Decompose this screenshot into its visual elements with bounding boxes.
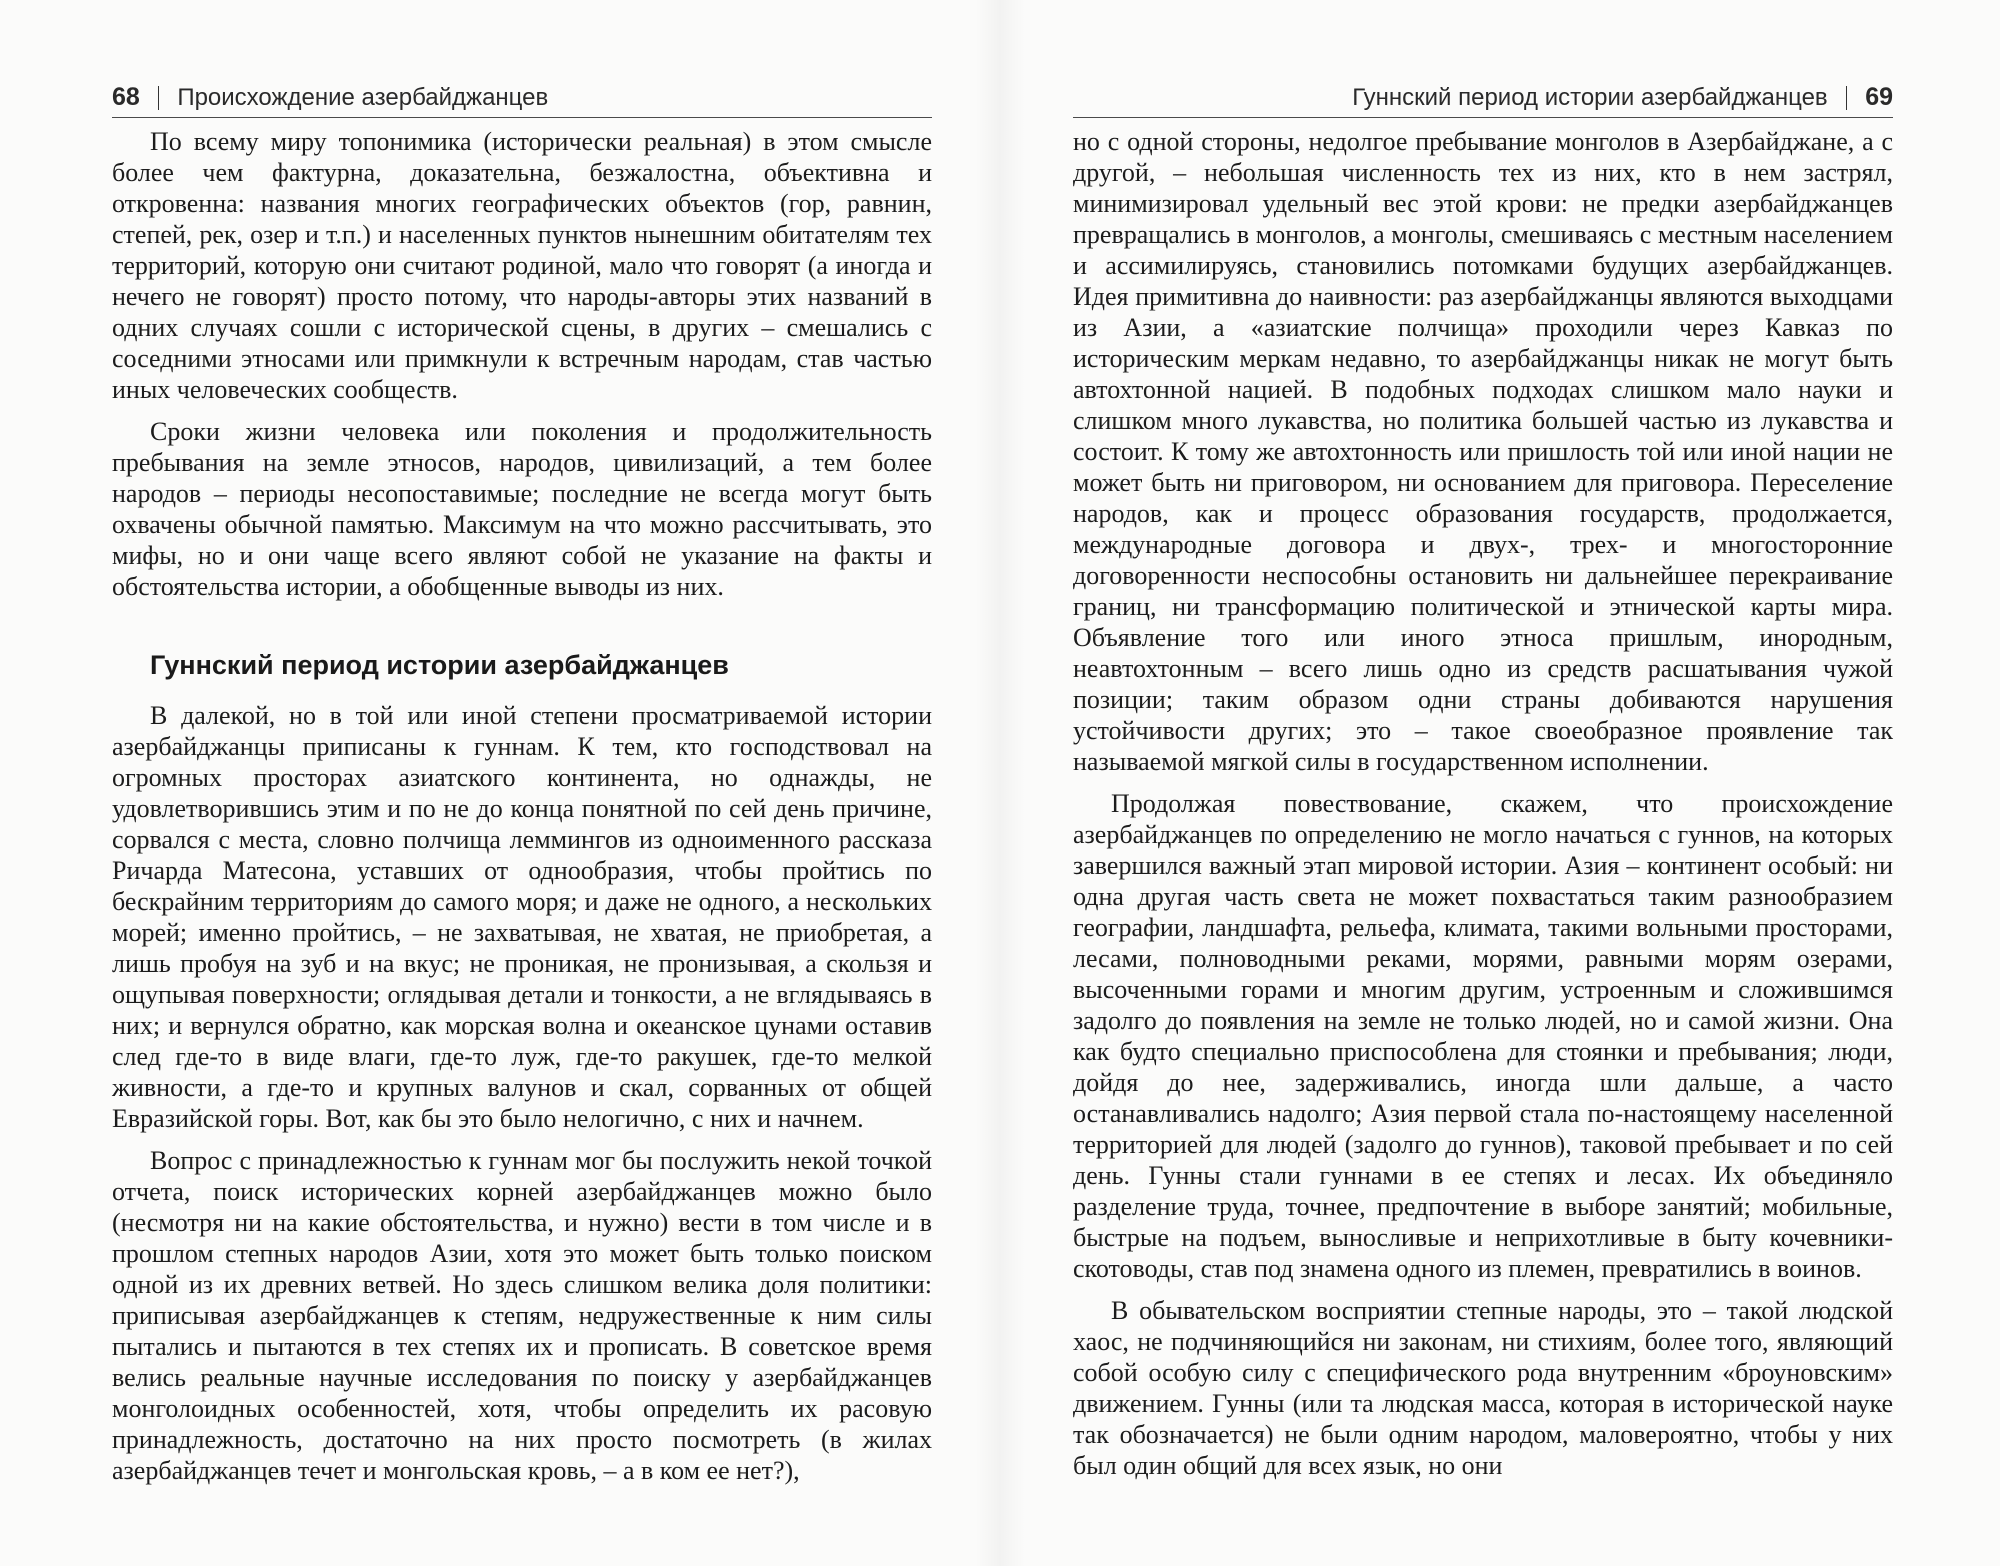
left-running-header: [112, 78, 932, 118]
paragraph: В далекой, но в той или иной степени просматриваемой истории азербайджанцы приписаны к гуннам. К тем, кто господствовал на огромных просторах азиатского континента, но однажды, не удовлетворившись этим и по не до конца понятной по сей день причине, сорвался с места, словно полчища леммингов из одноименного рассказа Ричарда Матесона, уставших от однообразия, чтобы пройтись по бескрайним территориям до самого моря; и даже не одного, а нескольких морей; именно пройтись, – не захватывая, не хватая, не приобретая, а лишь пробуя на зуб и на вкус; не проникая, не пронизывая, а скользя и ощупывая поверхности; оглядывая детали и тонкости, а не вглядываясь в них; и вернулся обратно, как морская волна и океанское цунами оставив след где-то в виде влаги, где-то луж, где-то ракушек, где-то мелкой живности, а где-то и крупных валунов и скал, сорванных от общей Евразийской горы. Вот, как бы это было нелогично, с них и начнем.: [112, 701, 932, 1133]
right-running-header: [1073, 78, 1893, 118]
paragraph: Вопрос с принадлежностью к гуннам мог бы послужить некой точкой отчета, поиск исторических корней азербайджанцев можно было (несмотря ни на какие обстоятельства, и нужно) вести в том числе и в прошлом степных народов Азии, хотя это может быть только поиском одной из их древних ветвей. Но здесь слишком велика доля политики: приписывая азербайджанцев к степям, недружественные к ним силы пытались и пытаются в тех степях их и прописать. В советское время велись реальные научные исследования по поиску у азербайджанцев монголоидных особенностей, хотя, чтобы определить их расовую принадлежность, достаточно на них просто посмотреть (в жилах азербайджанцев течет и монгольская кровь, – а в ком ее нет?),: [112, 1146, 932, 1485]
right-running-title: Гуннский период истории азербайджанцев: [1352, 83, 1828, 111]
header-separator: [1846, 86, 1848, 110]
paragraph: В обывательском восприятии степные народы, это – такой людской хаос, не подчиняющийся ни законам, ни стихиям, более того, являющий собой особую силу с специфического рода внутренним «броуновским» движением. Гунны (или та людская масса, которая в исторической науке так обозначается) не были одним народом, маловероятно, чтобы у них был один общий для всех язык, но они: [1073, 1296, 1893, 1480]
left-running-title: Происхождение азербайджанцев: [177, 83, 549, 111]
right-body-text: [1073, 126, 1893, 1481]
left-page: [112, 78, 932, 1486]
paragraph: Сроки жизни человека или поколения и продолжительность пребывания на земле этносов, народов, цивилизаций, а тем более народов – периоды несопоставимые; последние не всегда могут быть охвачены обычной памятью. Максимум на что можно рассчитывать, это мифы, но и они чаще всего являют собой не указание на факты и обстоятельства истории, а обобщенные выводы из них.: [112, 417, 932, 601]
paragraph: По всему миру топонимика (исторически реальная) в этом смысле более чем фактурна, доказательна, безжалостна, объективна и откровенна: названия многих географических объектов (гор, равнин, степей, рек, озер и т.п.) и населенных пунктов нынешним обитателям тех территорий, которую они считают родиной, мало что говорят (а иногда и нечего не говорят) просто потому, что народы-авторы этих названий в одних случаях сошли с исторической сцены, в других – смешались с соседними этносами или примкнули к встречным народам, став частью иных человеческих сообществ.: [112, 127, 932, 404]
book-gutter: [975, 0, 1025, 1566]
header-separator: [158, 86, 160, 110]
left-page-number: 68: [112, 83, 140, 111]
paragraph: Продолжая повествование, скажем, что происхождение азербайджанцев по определению не могло начаться с гуннов, на которых завершился важный этап мировой истории. Азия – континент особый: ни одна другая часть света не может похвастаться таким разнообразием географии, ландшафта, рельефа, климата, такими вольными просторами, лесами, полноводными реками, морями, равными морям озерами, высоченными горами и многим другим, устроенным и сложившимся задолго до появления на земле не только людей, но и самой жизни. Она как будто специально приспособлена для стоянки и пребывания; люди, дойдя до нее, задерживались, иногда шли дальше, а часто останавливались надолго; Азия первой стала по-настоящему населенной территорией для людей (задолго до гуннов), таковой пребывает и по сей день. Гунны стали гуннами в ее степях и лесах. Их объединяло разделение труда, точнее, предпочтение в выборе занятий; мобильные, быстрые на подъем, выносливые и неприхотливые в быту кочевники-скотоводы, став под знамена одного из племен, превратились в воинов.: [1073, 789, 1893, 1283]
section-heading: Гуннский период истории азербайджанцев: [150, 650, 729, 680]
continued-paragraph: но с одной стороны, недолгое пребывание монголов в Азербайджане, а с другой, – небольшая численность тех из них, кто в нем застрял, минимизировал удельный вес этой крови: не предки азербайджанцев превращались в монголов, а монголы, смешиваясь с местным населением и ассимилируясь, становились потомками будущих азербайджанцев. Идея примитивна до наивности: раз азербайджанцы являются выходцами из Азии, а «азиатские полчища» проходили через Кавказ по историческим меркам недавно, то азербайджанцы никак не могут быть автохтонной нацией. В подобных подходах слишком мало науки и слишком много лукавства, но политика большей частью из лукавства и состоит. К тому же автохтонность или пришлость той или иной нации не может быть ни приговором, ни основанием для приговора. Переселение народов, как и процесс образования государств, продолжается, международные договора и двух-, трех- и многосторонние договоренности неспособны остановить ни дальнейшее перекраивание границ, ни трансформацию политической и этнической карты мира. Объявление того или иного этноса пришлым, инородным, неавтохтонным – всего лишь одно из средств расшатывания чужой позиции; таким образом одни страны добиваются нарушения устойчивости других; это – такое своеобразное проявление так называемой мягкой силы в государственном исполнении.: [1073, 127, 1893, 776]
right-page-number: 69: [1865, 83, 1893, 111]
right-page: [1073, 78, 1893, 1481]
left-body-text: [112, 126, 932, 1486]
